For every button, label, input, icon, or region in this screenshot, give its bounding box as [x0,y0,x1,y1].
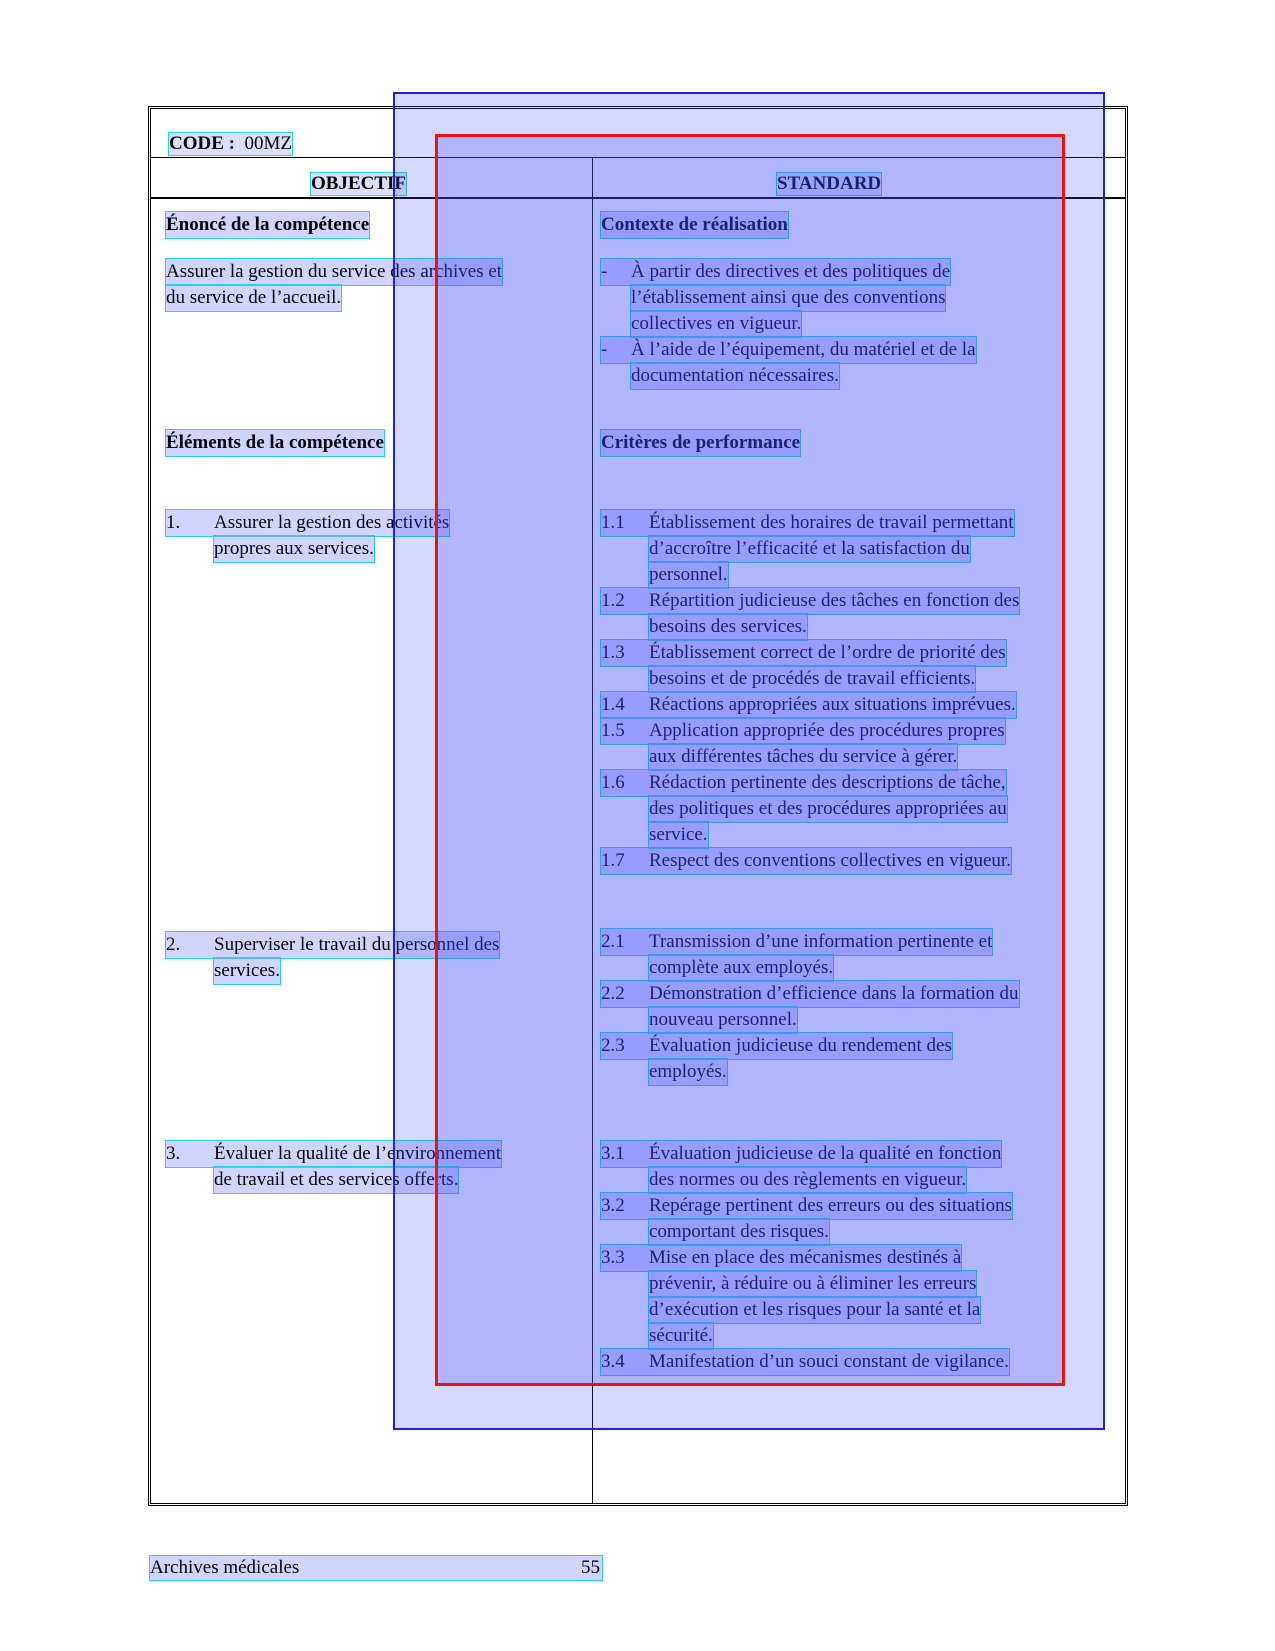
critere-1-2-line-2: besoins des services. [649,614,807,640]
critere-1-3-line-2: besoins et de procédés de travail efficients. [649,666,975,692]
critere-1-6-line-3: service. [649,822,708,848]
bullet-dash: - [601,261,608,282]
critere-text: Respect des conventions collectives en vigueur. [649,850,1011,871]
critere-2-1-line-2: complète aux employés. [649,955,833,981]
critere-1-1-line-2: d’accroître l’efficacité et la satisfaction du [649,536,970,562]
element-number: 1. [166,512,181,533]
critere-text: Évaluation judicieuse du rendement des [649,1035,952,1056]
footer-title: Archives médicales [150,1557,300,1578]
bullet-dash: - [601,339,608,360]
critere-1-5-line-2: aux différentes tâches du service à gérer. [649,744,957,770]
critere-number: 3.2 [601,1195,625,1216]
page-number: 55 [581,1557,600,1578]
footer [150,1556,602,1580]
contexte-item-1-line-2: l’établissement ainsi que des conventions [631,285,945,311]
critere-text: Évaluation judicieuse de la qualité en fonction [649,1143,1002,1164]
red-selection-overlay [435,134,1065,1386]
element-2-line-2: services. [214,958,280,984]
critere-number: 2.2 [601,983,625,1004]
standard-header: STANDARD [777,173,882,194]
critere-3-1-line-2: des normes ou des règlements en vigueur. [649,1167,966,1193]
code-label: CODE : 00MZ [169,133,292,154]
element-text: Assurer la gestion des activités [214,512,450,533]
contexte-text: À l’aide de l’équipement, du matériel et de la [631,339,976,360]
critere-text: Démonstration d’efficience dans la formation du [649,983,1019,1004]
contexte-item-1-line-3: collectives en vigueur. [631,311,801,337]
objectif-header: OBJECTIF [311,173,407,194]
element-number: 2. [166,934,181,955]
contexte-item-2-line-2: documentation nécessaires. [631,363,839,389]
critere-3-2-line-2: comportant des risques. [649,1219,829,1245]
critere-text: Repérage pertinent des erreurs ou des situations [649,1195,1012,1216]
critere-text: Transmission d’une information pertinente et [649,931,993,952]
critere-number: 1.7 [601,850,625,871]
critere-text: Établissement correct de l’ordre de priorité des [649,642,1006,663]
enonce-line-1: Assurer la gestion du service des archives et [166,259,502,285]
critere-1-6-line-2: des politiques et des procédures appropriées au [649,796,1007,822]
critere-1-1-line-3: personnel. [649,562,728,588]
critere-text: Répartition judicieuse des tâches en fonction des [649,590,1020,611]
critere-text: Établissement des horaires de travail permettant [649,512,1014,533]
element-1-line-2: propres aux services. [214,536,374,562]
contexte-title: Contexte de réalisation [601,212,788,238]
element-text: Superviser le travail du personnel des [214,934,500,955]
critere-number: 3.3 [601,1247,625,1268]
enonce-title: Énoncé de la compétence [166,212,369,238]
critere-number: 2.3 [601,1035,625,1056]
contexte-text: À partir des directives et des politiques de [631,261,951,282]
critere-number: 1.3 [601,642,625,663]
critere-number: 1.2 [601,590,625,611]
critere-number: 3.1 [601,1143,625,1164]
critere-text: Réactions appropriées aux situations imprévues. [649,694,1016,715]
critere-number: 1.5 [601,720,625,741]
enonce-line-2: du service de l’accueil. [166,285,341,311]
critere-text: Application appropriée des procédures propres [649,720,1005,741]
element-number: 3. [166,1143,181,1164]
code-value: 00MZ [244,133,292,154]
criteres-title: Critères de performance [601,430,800,456]
critere-number: 1.1 [601,512,625,533]
critere-3-3-line-4: sécurité. [649,1323,713,1349]
critere-2-3-line-2: employés. [649,1059,727,1085]
critere-text: Rédaction pertinente des descriptions de tâche, [649,772,1006,793]
elements-title: Éléments de la compétence [166,430,384,456]
critere-text: Manifestation d’un souci constant de vigilance. [649,1351,1009,1372]
critere-3-3-line-2: prévenir, à réduire ou à éliminer les erreurs [649,1271,976,1297]
element-3-line-2: de travail et des services offerts. [214,1167,458,1193]
critere-number: 3.4 [601,1351,625,1372]
critere-text: Mise en place des mécanismes destinés à [649,1247,962,1268]
critere-3-3-line-3: d’exécution et les risques pour la santé et la [649,1297,980,1323]
critere-number: 1.6 [601,772,625,793]
critere-2-2-line-2: nouveau personnel. [649,1007,797,1033]
critere-number: 1.4 [601,694,625,715]
critere-number: 2.1 [601,931,625,952]
element-text: Évaluer la qualité de l’environnement [214,1143,501,1164]
